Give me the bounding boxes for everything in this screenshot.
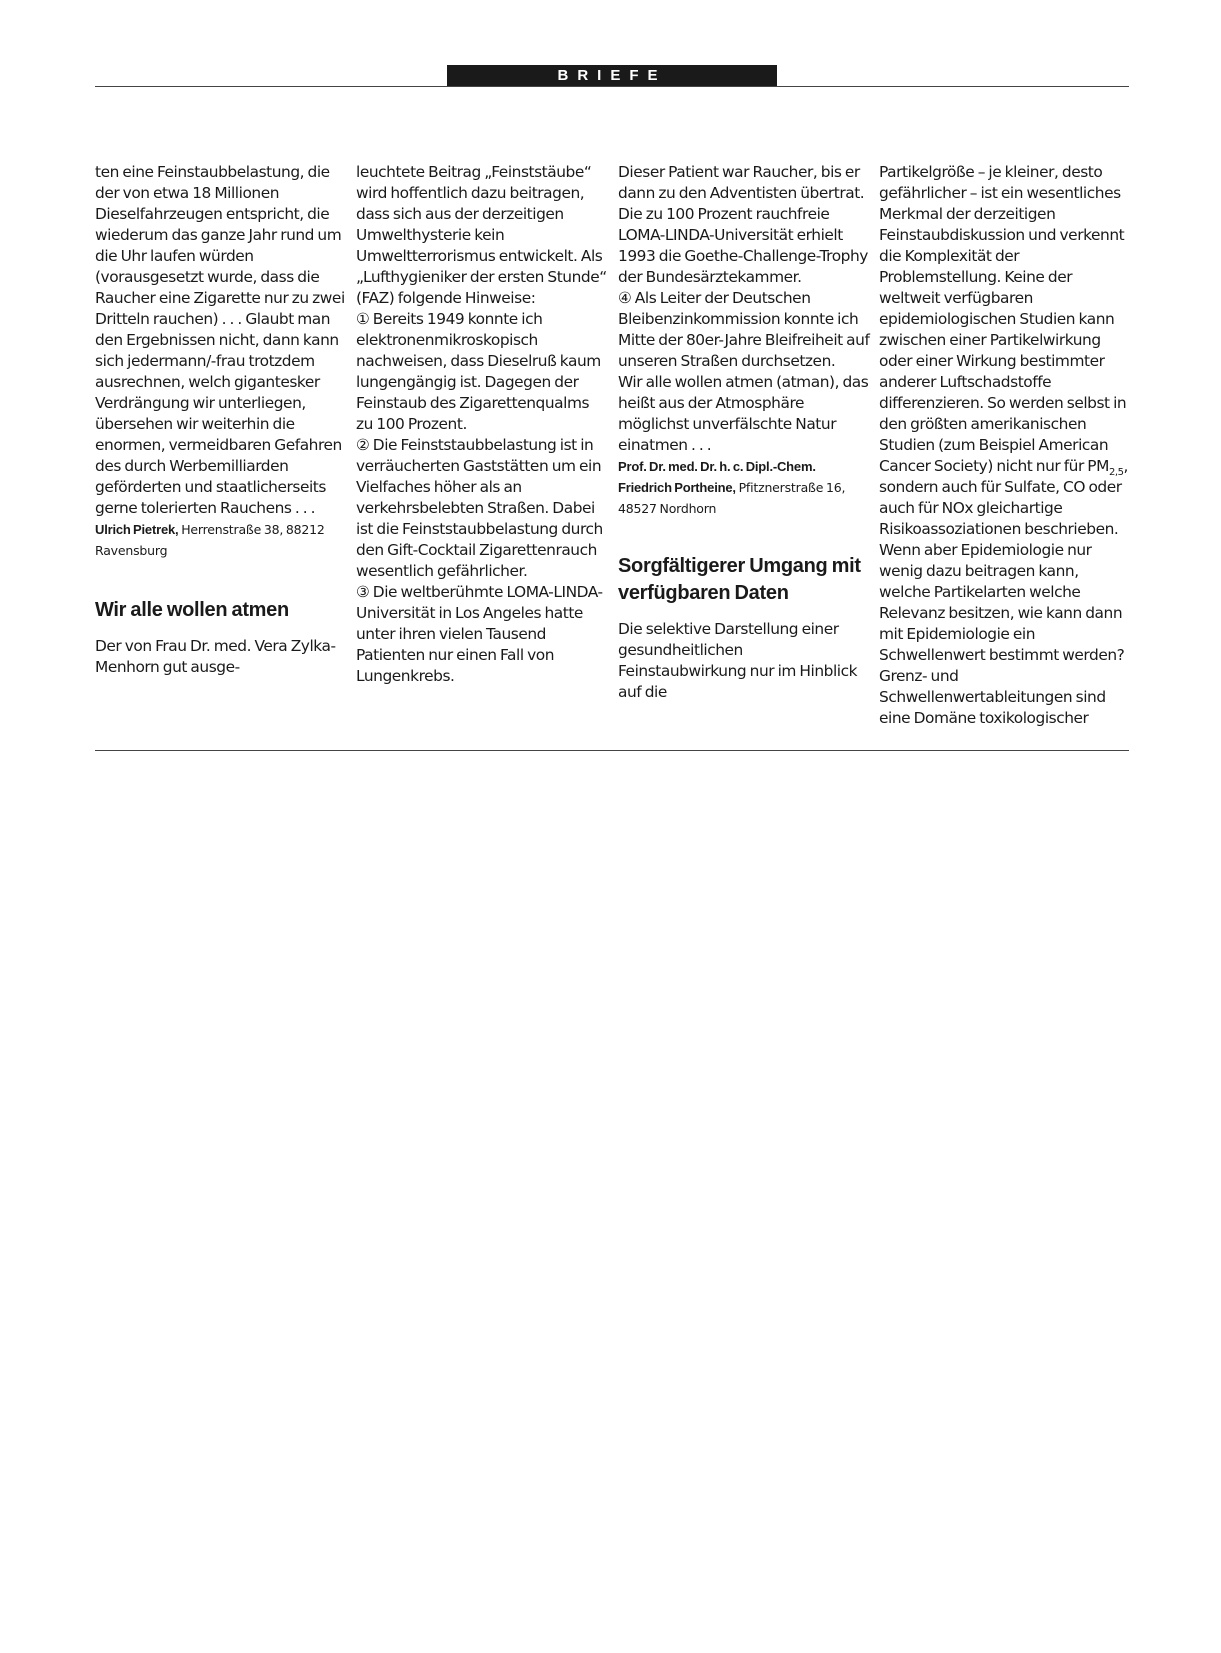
- text-segment: Partikelgröße – je kleiner, desto gefährlicher – ist ein wesentliches Merkmal der derzeitigen Feinstaubdiskussion und verkennt die Komplexität der Problemstellung. Keine der weltweit verfügbaren epidemiologischen Studien kann zwischen einer Partikelwirkung oder einer Wirkung bestimmter anderer Luftschadstoffe differenzieren. So werden selbst in den größten amerikanischen Studien (zum Beispiel American Cancer Society) nicht nur für PM: [879, 163, 1127, 475]
- column-1: [95, 162, 347, 678]
- column-3: [618, 162, 870, 703]
- numbered-point: ② Die Feinststaubbelastung ist in verräucherten Gaststätten um ein Vielfaches höher als an verkehrsbelebten Straßen. Dabei ist die Feinststaubbelastung durch den Gift-Cocktail Zigarettenrauch wesentlich gefährlicher.: [356, 436, 603, 580]
- pm-subscript: 2,5: [1108, 467, 1124, 479]
- top-rule: [95, 86, 1129, 87]
- letter-text: ten eine Feinstaubbelastung, die der von etwa 18 Millionen Dieselfahrzeugen entspricht, die wiederum das ganze Jahr rund um die Uhr laufen würden (vorausgesetzt wurde, dass die Raucher eine Zigarette nur zu zwei Dritteln rauchen) . . . Glaubt man den Ergebnissen nicht, dann kann sich jedermann/-frau trotzdem ausrechnen, welch gigantesker Verdrängung wir unterliegen, übersehen wir weiterhin die enormen, vermeidbaren Gefahren des durch Werbemilliarden geförderten und staatlicherseits gerne tolerierten Rauchens . . .: [95, 163, 345, 517]
- signature-name: Prof. Dr. med. Dr. h. c. Dipl.-Chem. Friedrich Portheine,: [618, 459, 816, 495]
- letter-signature: [95, 519, 347, 561]
- bottom-rule: [95, 750, 1129, 751]
- letter-heading: Wir alle wollen atmen: [95, 599, 289, 621]
- letter-signature: [618, 456, 870, 519]
- letter-text: Der von Frau Dr. med. Vera Zylka-Menhorn gut ausge-: [95, 637, 336, 676]
- letter-heading: Sorgfältigerer Umgang mit verfügbaren Daten: [618, 555, 861, 604]
- text-segment: , sondern auch für Sulfate, CO oder auch für NOx gleichartige Risikoassoziationen beschrieben. Wenn aber Epidemiologie nur wenig dazu beitragen kann, welche Partikelarten welche Relevanz besitzen, wie kann dann mit Epidemiologie ein Schwellenwert bestimmt werden? Grenz- und Schwellenwertableitungen sind eine Domäne toxikologischer: [879, 457, 1128, 727]
- numbered-point: ① Bereits 1949 konnte ich elektronenmikroskopisch nachweisen, dass Dieselruß kaum lungengängig ist. Dagegen der Feinstaub des Zigarettenqualms zu 100 Prozent.: [356, 310, 601, 433]
- numbered-point: ③ Die weltberühmte LOMA-LINDA-Universität in Los Angeles hatte unter ihren vielen Tausend Patienten nur einen Fall von Lungenkrebs.: [356, 583, 603, 685]
- column-2: [356, 162, 608, 687]
- numbered-point: ④ Als Leiter der Deutschen Bleibenzinkommission konnte ich Mitte der 80er-Jahre Bleifreiheit auf unseren Straßen durchsetzen.: [618, 289, 870, 370]
- letter-text: Die selektive Darstellung einer gesundheitlichen Feinstaubwirkung nur im Hinblick auf die: [618, 620, 858, 701]
- signature-name: Ulrich Pietrek,: [95, 522, 179, 537]
- section-header: BRIEFE: [447, 65, 777, 86]
- letter-text: leuchtete Beitrag „Feinststäube“ wird hoffentlich dazu beitragen, dass sich aus der derzeitigen Umwelthysterie kein Umweltterrorismus entwickelt. Als „Lufthygieniker der ersten Stunde“ (FAZ) folgende Hinweise:: [356, 163, 607, 307]
- letter-text: Wir alle wollen atmen (atman), das heißt aus der Atmosphäre möglichst unverfälschte Natur einatmen . . .: [618, 373, 869, 454]
- signature-address: Pfitznerstraße 16, 48527 Nordhorn: [618, 480, 846, 516]
- letter-text: Dieser Patient war Raucher, bis er dann zu den Adventisten übertrat. Die zu 100 Prozent rauchfreie LOMA-LINDA-Universität erhielt 1993 die Goethe-Challenge-Trophy der Bundesärztekammer.: [618, 163, 868, 286]
- letter-text: [879, 162, 1131, 729]
- signature-address: Herrenstraße 38, 88212 Ravensburg: [95, 522, 325, 558]
- column-4: [879, 162, 1131, 729]
